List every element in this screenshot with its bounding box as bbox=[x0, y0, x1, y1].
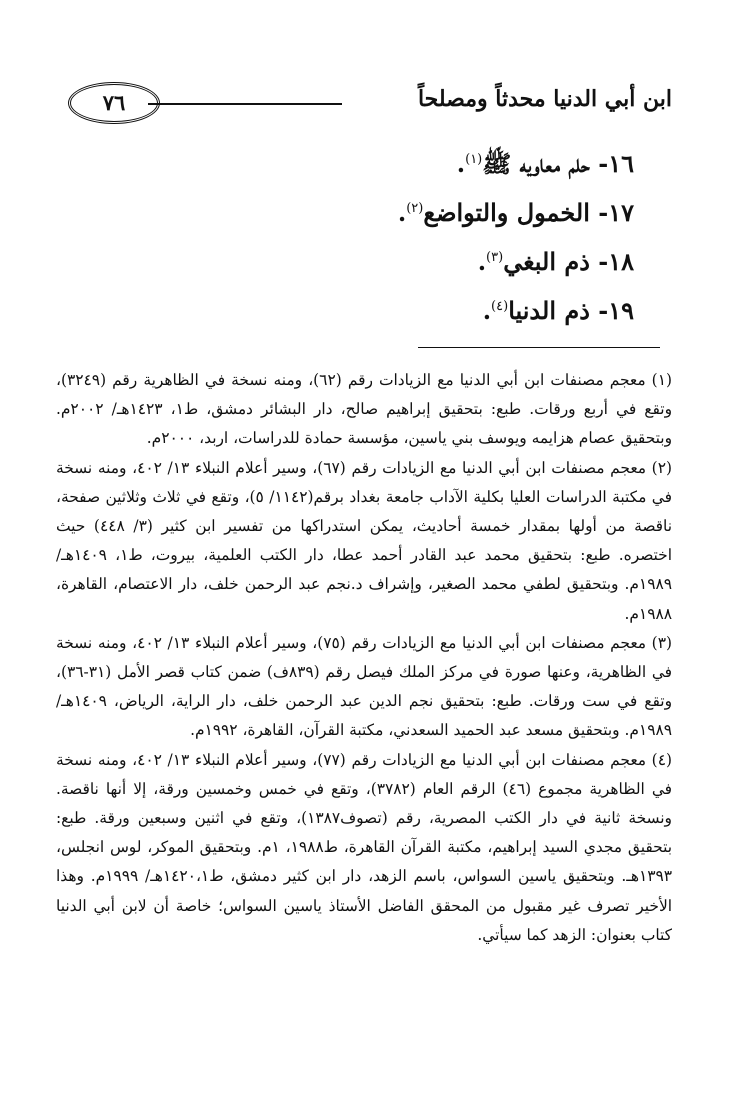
footnotes bbox=[56, 366, 672, 950]
list-item bbox=[74, 287, 634, 336]
footnote-separator bbox=[418, 347, 660, 348]
footnote-ref: (٤) bbox=[491, 299, 509, 314]
list-item-text: ١٧- الخمول والتواضع bbox=[423, 198, 634, 227]
page-number: ٧٦ bbox=[68, 82, 160, 124]
list-item-text: ١٦- حلم معاويه ﷺ bbox=[482, 149, 634, 178]
footnote-ref: (٢) bbox=[406, 201, 424, 216]
footnote-4: (٤) معجم مصنفات ابن أبي الدنيا مع الزيادات رقم (٧٧)، وسير أعلام النبلاء ١٣/ ٤٠٢، ومنه نسخة في الظاهرية مجموع (٤٦) الرقم العام (٣٧٨٢)، وتقع في خمس وخمسين ورقة، إلا أنها ناقصة. ونسخة ثانية في دار الكتب المصرية، رقم (تصوف١٣٨٧)، وتقع في اثنين وسبعين ورقة. طبع: بتحقيق مجدي السيد إبراهيم، مكتبة القرآن القاهرة، ط١٩٨٨، ١م. وبتحقيق الموكر، لوس انجلس، ١٣٩٣هـ. وبتحقيق ياسين السواس، باسم الزهد، دار ابن كثير دمشق، ط١٤٢٠،١هـ/ ١٩٩٩م. وهذا الأخير تصرف غير مقبول من المحقق الفاضل الأستاذ ياسين السواس؛ خاصة أن لابن أبي الدنيا كتاب بعنوان: الزهد كما سيأتي. bbox=[56, 750, 673, 944]
header-rule bbox=[148, 103, 342, 105]
footnote-ref: (١) bbox=[465, 152, 483, 167]
list-item bbox=[74, 140, 634, 189]
list-item-period: . bbox=[477, 247, 487, 276]
book-list bbox=[74, 140, 634, 336]
running-title: ابن أبي الدنيا محدثاً ومصلحاً bbox=[417, 86, 672, 112]
footnote-1: (١) معجم مصنفات ابن أبي الدنيا مع الزيادات رقم (٦٢)، ومنه نسخة في الظاهرية رقم (٣٢٤٩)، وتقع في أربع ورقات. طبع: بتحقيق إبراهيم صالح، دار البشائر دمشق، ط١، ١٤٢٣هـ/ ٢٠٠٢م. وبتحقيق عصام هزايمه ويوسف بني ياسين، مؤسسة حمادة للدراسات، اربد، ٢٠٠٠م. bbox=[56, 371, 673, 448]
list-item-period: . bbox=[456, 149, 466, 178]
list-item bbox=[74, 238, 634, 287]
list-item bbox=[74, 189, 634, 238]
list-item-period: . bbox=[397, 198, 407, 227]
list-item-period: . bbox=[482, 296, 492, 325]
footnote-ref: (٣) bbox=[486, 250, 504, 265]
footnote-3: (٣) معجم مصنفات ابن أبي الدنيا مع الزيادات رقم (٧٥)، وسير أعلام النبلاء ١٣/ ٤٠٢، ومنه نسخة في الظاهرية، وعنها صورة في مركز الملك فيصل رقم (٨٣٩ف) ضمن كتاب قصر الأمل (٣١-٣٦)، وتقع في ست ورقات. طبع: بتحقيق نجم الدين عبد الرحمن خلف، دار الراية، الرياض، ١٤٠٩هـ/ ١٩٨٩م. وبتحقيق مسعد عبد الحميد السعدني، مكتبة القرآن، القاهرة، ١٩٩٢م. bbox=[56, 633, 673, 740]
footnote-2: (٢) معجم مصنفات ابن أبي الدنيا مع الزيادات رقم (٦٧)، وسير أعلام النبلاء ١٣/ ٤٠٢، ومنه نسخة في مكتبة الدراسات العليا بكلية الآداب جامعة بغداد برقم(١١٤٢/ ٥)، وتقع في ثلاث وثلاثين صفحة، ناقصة من أولها بمقدار خمسة أحاديث، يمكن استدراكها من تفسير ابن كثير (٣/ ٤٤٨) حيث اختصره. طبع: بتحقيق محمد عبد القادر أحمد عطا، دار الكتب العلمية، بيروت، ط١، ١٤٠٩هـ/ ١٩٨٩م. وبتحقيق لطفي محمد الصغير، وإشراف د.نجم عبد الرحمن خلف، دار الاعتصام، القاهرة، ١٩٨٨م. bbox=[56, 458, 673, 623]
page-header bbox=[68, 84, 672, 118]
list-item-text: ١٩- ذم الدنيا bbox=[508, 296, 634, 325]
list-item-text: ١٨- ذم البغي bbox=[503, 247, 634, 276]
